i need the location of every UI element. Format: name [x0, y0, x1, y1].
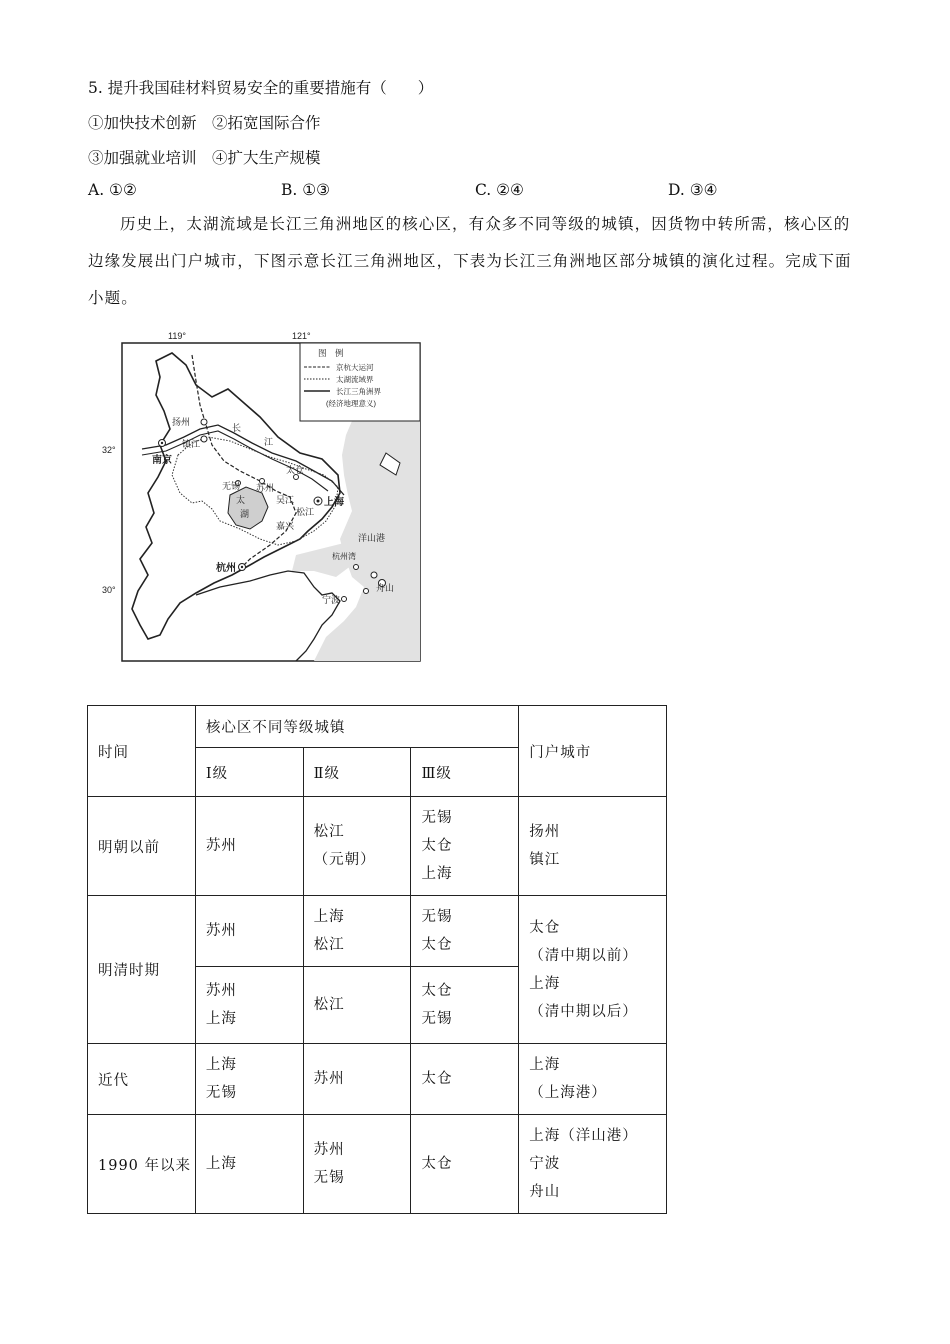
option-a: A. ①②: [88, 181, 137, 199]
place-jiang: 江: [264, 437, 274, 447]
legend-item-note: (经济地理意义): [326, 399, 376, 408]
place-wuxi: 无锡: [222, 481, 241, 491]
place-ningbo: 宁波: [322, 595, 341, 605]
header-level-3: Ⅲ级: [411, 748, 519, 797]
legend-item-delta: 长江三角洲界: [336, 387, 381, 396]
statement-line-2: ③加强就业培训 ④扩大生产规模: [88, 149, 321, 167]
place-wujiang: 吴江: [276, 495, 295, 505]
place-tai: 太: [236, 495, 246, 505]
lon-label-119: 119°: [168, 331, 186, 341]
town-evolution-table: [87, 705, 667, 1214]
table-row: 苏州 上海 松江 太仓 无锡: [88, 967, 667, 1044]
place-hangzhou: 杭州: [216, 563, 236, 574]
header-level-1: Ⅰ级: [195, 748, 303, 797]
place-zhoushan: 舟山: [376, 583, 395, 593]
passage-text: 历史上，太湖流域是长江三角洲地区的核心区，有众多不同等级的城镇，因货物中转所需，核心区的边缘发展出门户城市，下图示意长江三角洲地区，下表为长江三角洲地区部分城镇的演化过程。完成下面小题。: [88, 215, 852, 307]
place-nanjing: 南京: [152, 455, 172, 466]
place-hangzhou-bay: 杭州湾: [332, 552, 356, 561]
header-gateway-cities: 门户城市: [519, 706, 667, 797]
place-jiaxing: 嘉兴: [276, 521, 295, 531]
header-level-2: Ⅱ级: [303, 748, 411, 797]
header-time: 时间: [88, 706, 196, 797]
place-taicang: 太仓: [286, 465, 305, 475]
yangtze-delta-map: [100, 325, 430, 665]
place-songjiang: 松江: [296, 507, 315, 517]
statement-line-1: ①加快技术创新 ②拓宽国际合作: [88, 114, 321, 132]
option-c: C. ②④: [475, 181, 524, 199]
table-row: 明清时期 苏州 上海 松江 无锡 太仓 太仓 （清中期以前） 上海 （清中期以后）: [88, 896, 667, 967]
header-core-towns: 核心区不同等级城镇: [195, 706, 518, 748]
place-yangzhou: 扬州: [172, 417, 191, 427]
place-hu: 湖: [240, 509, 250, 519]
place-suzhou: 苏州: [256, 483, 275, 493]
option-d: D. ③④: [668, 181, 718, 199]
table-row: 近代 上海 无锡 苏州 太仓 上海 （上海港）: [88, 1044, 667, 1115]
place-shanghai: 上海: [324, 497, 344, 508]
table-row: 明朝以前 苏州 松江 （元朝） 无锡 太仓 上海 扬州 镇江: [88, 797, 667, 896]
table-row: 1990 年以来 上海 苏州 无锡 太仓 上海（洋山港） 宁波 舟山: [88, 1115, 667, 1214]
lat-label-30: 30°: [102, 585, 116, 595]
lat-label-32: 32°: [102, 445, 116, 455]
question-stem: 5. 提升我国硅材料贸易安全的重要措施有（ ）: [88, 79, 434, 97]
place-yangshan-port: 洋山港: [358, 533, 386, 543]
place-zhenjiang: 镇江: [182, 439, 201, 449]
place-chang: 长: [232, 423, 242, 433]
legend-item-canal: 京杭大运河: [336, 363, 374, 372]
legend-title: 图 例: [318, 348, 344, 358]
lon-label-121: 121°: [292, 331, 311, 341]
legend-item-basin: 太湖流域界: [336, 375, 374, 384]
option-b: B. ①③: [281, 181, 331, 199]
